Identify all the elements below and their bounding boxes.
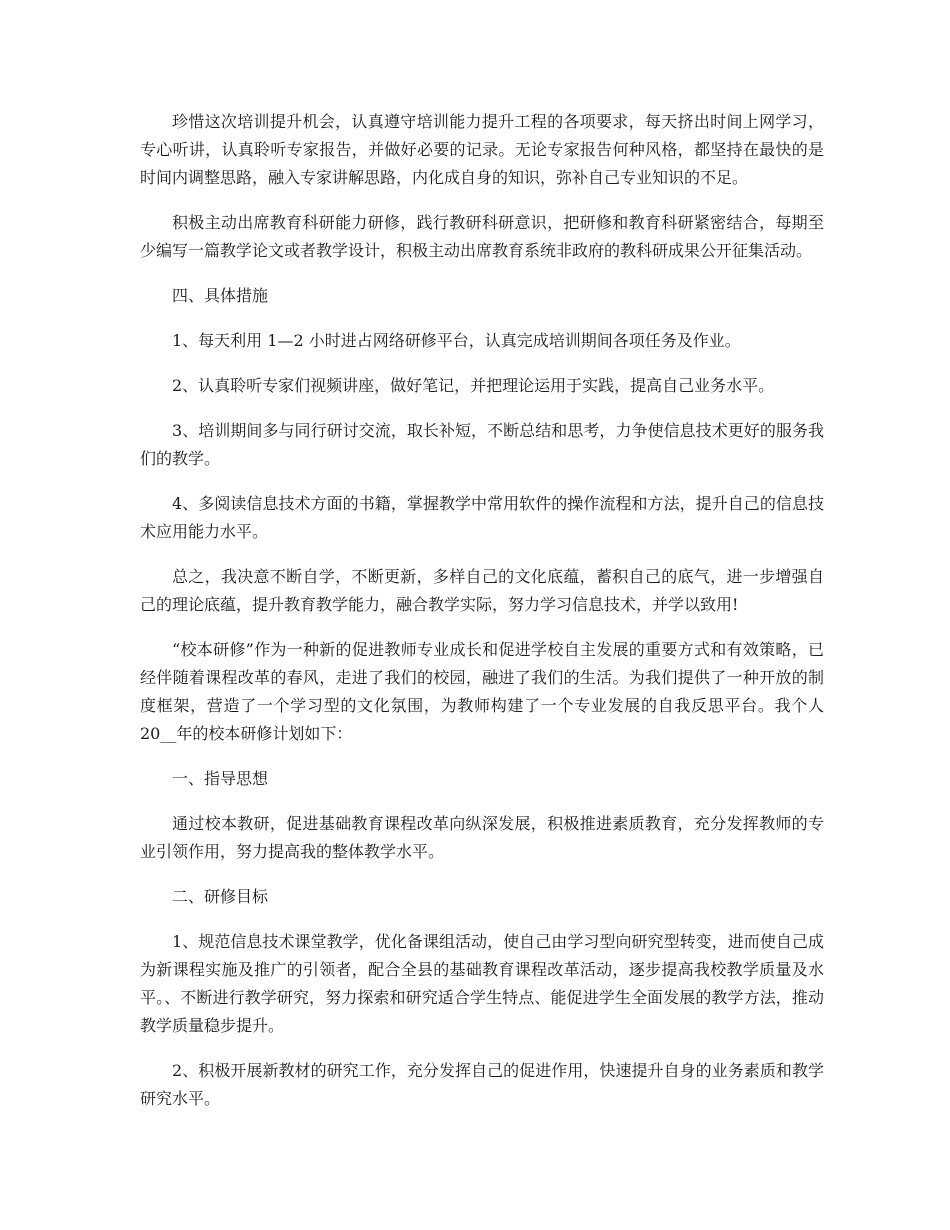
goal-item-1: 1、规范信息技术课堂教学，优化备课组活动，使自己由学习型向研究型转变，进而使自己成为新课程实施及推广的引领者，配合全县的基础教育课程改革活动，逐步提高我校教学质量及水平。、不断进行教学研究，努力探索和研究适合学生特点、能促进学生全面发展的教学方法，推动教学质量稳步提升。 [140,932,824,1035]
heading-specific-measures: 四、具体措施 [172,286,269,305]
paragraph-summary: 总之，我决意不断自学，不断更新，多样自己的文化底蕴，蓄积自己的底气，进一步增强自己的理论底蕴，提升教育教学能力，融合教学实际，努力学习信息技术，并学以致用! [140,567,824,614]
paragraph-research-participation: 积极主动出席教育科研能力研修，践行教研科研意识，把研修和教育科研紧密结合，每期至少编写一篇教学论文或者教学设计，积极主动出席教育系统非政府的教科研成果公开征集活动。 [140,213,824,260]
measure-item-1: 1、每天利用 1—2 小时进占网络研修平台，认真完成培训期间各项任务及作业。 [172,331,741,350]
goal-item-2: 2、积极开展新教材的研究工作，充分发挥自己的促进作用，快速提升自身的业务素质和教学研究水平。 [140,1061,824,1108]
heading-guiding-ideology: 一、指导思想 [172,769,269,788]
paragraph-school-based-training-intro: “校本研修”作为一种新的促进教师专业成长和促进学校自主发展的重要方式和有效策略，已经伴随着课程改革的春风，走进了我们的校园，融进了我们的生活。为我们提供了一种开放的制度框架，营造了一个学习型的文化氛围，为教师构建了一个专业发展的自我反思平台。我个人 20__年的校本研修计划如下： [140,640,824,743]
paragraph-guiding-ideology: 通过校本教研，促进基础教育课程改革向纵深发展，积极推进素质教育，充分发挥教师的专业引领作用，努力提高我的整体教学水平。 [140,814,824,861]
paragraph-training-commitment: 珍惜这次培训提升机会，认真遵守培训能力提升工程的各项要求，每天挤出时间上网学习，专心听讲，认真聆听专家报告，并做好必要的记录。无论专家报告何种风格，都坚持在最快的是时间内调整思路，融入专家讲解思路，内化成自身的知识，弥补自己专业知识的不足。 [140,112,824,187]
heading-training-goals: 二、研修目标 [172,887,269,906]
measure-item-4: 4、多阅读信息技术方面的书籍，掌握教学中常用软件的操作流程和方法，提升自己的信息技术应用能力水平。 [140,494,824,541]
document-page [140,108,824,1130]
measure-item-3: 3、培训期间多与同行研讨交流，取长补短，不断总结和思考，力争使信息技术更好的服务我们的教学。 [140,421,824,468]
measure-item-2: 2、认真聆听专家们视频讲座，做好笔记，并把理论运用于实践，提高自己业务水平。 [172,376,775,395]
